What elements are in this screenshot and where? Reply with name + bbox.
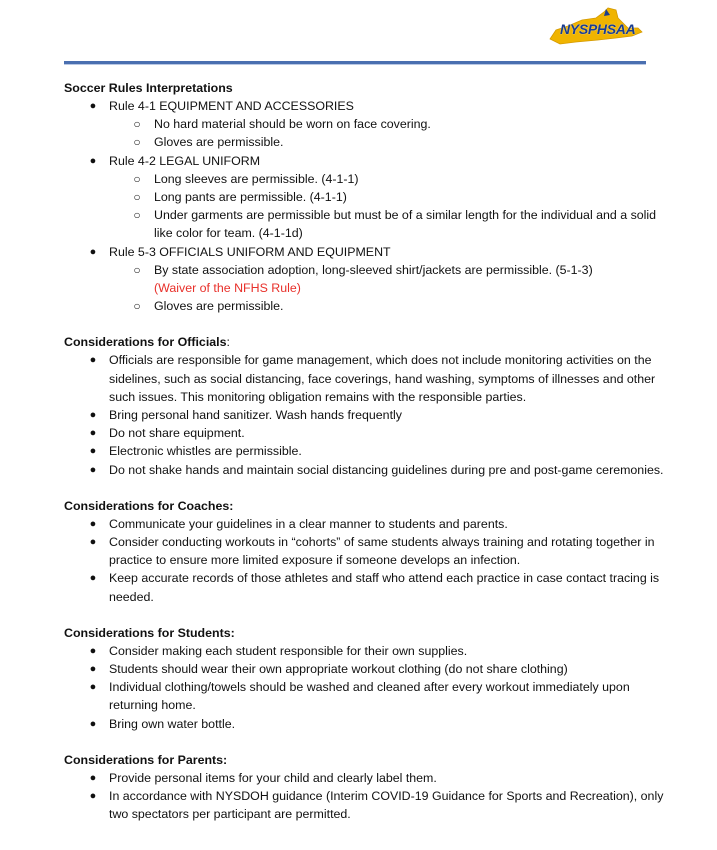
sub-list-item: ○ Long sleeves are permissible. (4-1-1) (64, 170, 664, 188)
bullet-icon: ● (89, 517, 97, 530)
circle-bullet-icon: ○ (133, 135, 141, 150)
sub-list-item: ○ By state association adoption, long-sleeved shirt/jackets are permissible. (5-1-3) (Waiver of the NFHS Rule) (133, 262, 593, 296)
bullet-icon: ● (89, 154, 97, 167)
document-body (64, 79, 664, 824)
bullet-icon: ● (89, 644, 97, 657)
sub-list-item: ○ Under garments are permissible but must be of a similar length for the individual and a solid like color for team. (4-1-1d) (133, 208, 657, 241)
bullet-icon: ● (89, 717, 97, 730)
circle-bullet-icon: ○ (133, 262, 141, 277)
section-soccer-rules (64, 79, 664, 315)
list-item: ● Rule 4-1 EQUIPMENT AND ACCESSORIES (64, 97, 664, 115)
list-item: ● Provide personal items for your child and clearly label them. (64, 769, 664, 787)
bullet-icon: ● (89, 427, 97, 440)
sub-list-item: ○ Gloves are permissible. (64, 297, 664, 315)
list-item: ● Bring personal hand sanitizer. Wash hands frequently (64, 406, 664, 424)
nysphsaa-logo (546, 6, 646, 48)
waiver-note: (Waiver of the NFHS Rule) (154, 281, 301, 296)
list-item: ● Rule 4-2 LEGAL UNIFORM (64, 152, 664, 170)
bullet-icon: ● (89, 245, 97, 258)
circle-bullet-icon: ○ (133, 117, 141, 132)
section-officials (64, 333, 664, 478)
section-title: Soccer Rules Interpretations (64, 81, 233, 95)
bullet-icon: ● (89, 790, 97, 803)
bullet-icon: ● (89, 409, 97, 422)
list-item: ● Do not share equipment. (64, 424, 664, 442)
list-item: ● Consider conducting workouts in “cohorts” of same students always training and rotating together in practice to ensure more limited exposure if someone develops an infection. (89, 535, 655, 568)
section-coaches (64, 497, 664, 606)
bullet-icon: ● (89, 536, 97, 549)
bullet-icon: ● (89, 445, 97, 458)
bullet-icon: ● (89, 463, 97, 476)
sub-list-item: ○ No hard material should be worn on face covering. (64, 115, 664, 133)
list-item: ● Do not shake hands and maintain social distancing guidelines during pre and post-game ceremonies. (64, 461, 664, 479)
bullet-icon: ● (89, 572, 97, 585)
circle-bullet-icon: ○ (133, 299, 141, 314)
circle-bullet-icon: ○ (133, 208, 141, 223)
list-item: ● Individual clothing/towels should be washed and cleaned after every workout immediately upon returning home. (89, 680, 630, 713)
section-title: Considerations for Coaches: (64, 498, 234, 513)
circle-bullet-icon: ○ (133, 171, 141, 186)
bullet-icon: ● (89, 663, 97, 676)
section-title: Considerations for Officials: (64, 335, 230, 350)
list-item: ● Students should wear their own appropriate workout clothing (do not share clothing) (64, 660, 664, 678)
logo-text: NYSPHSAA (560, 21, 636, 37)
bullet-icon: ● (89, 100, 97, 112)
list-item: ● Officials are responsible for game management, which does not include monitoring activities on the sidelines, such as social distancing, face coverings, hand washing, symptoms of illnesses and other such issues. This monitoring obligation remains with the responsible parties. (89, 353, 656, 404)
sub-list-item: ○ Gloves are permissible. (64, 133, 664, 151)
list-item: ● Bring own water bottle. (64, 715, 664, 733)
bullet-icon: ● (89, 771, 97, 784)
section-students (64, 624, 664, 733)
list-item: ● Keep accurate records of those athletes and staff who attend each practice in case contact tracing is needed. (89, 571, 660, 604)
list-item: ● In accordance with NYSDOH guidance (Interim COVID-19 Guidance for Sports and Recreation), only two spectators per participant are permitted. (89, 789, 664, 822)
section-title: Considerations for Parents: (64, 752, 228, 767)
list-item: ● Communicate your guidelines in a clear manner to students and parents. (64, 515, 664, 533)
section-title: Considerations for Students: (64, 625, 235, 640)
header-divider-shadow (64, 64, 646, 65)
list-item: ● Electronic whistles are permissible. (64, 442, 664, 460)
list-item: ● Consider making each student responsible for their own supplies. (64, 642, 664, 660)
sub-list-item: ○ Long pants are permissible. (4-1-1) (64, 188, 664, 206)
section-parents (64, 751, 664, 824)
bullet-icon: ● (89, 681, 97, 694)
list-item: ● Rule 5-3 OFFICIALS UNIFORM AND EQUIPMENT (64, 243, 664, 261)
circle-bullet-icon: ○ (133, 190, 141, 205)
bullet-icon: ● (89, 354, 97, 367)
